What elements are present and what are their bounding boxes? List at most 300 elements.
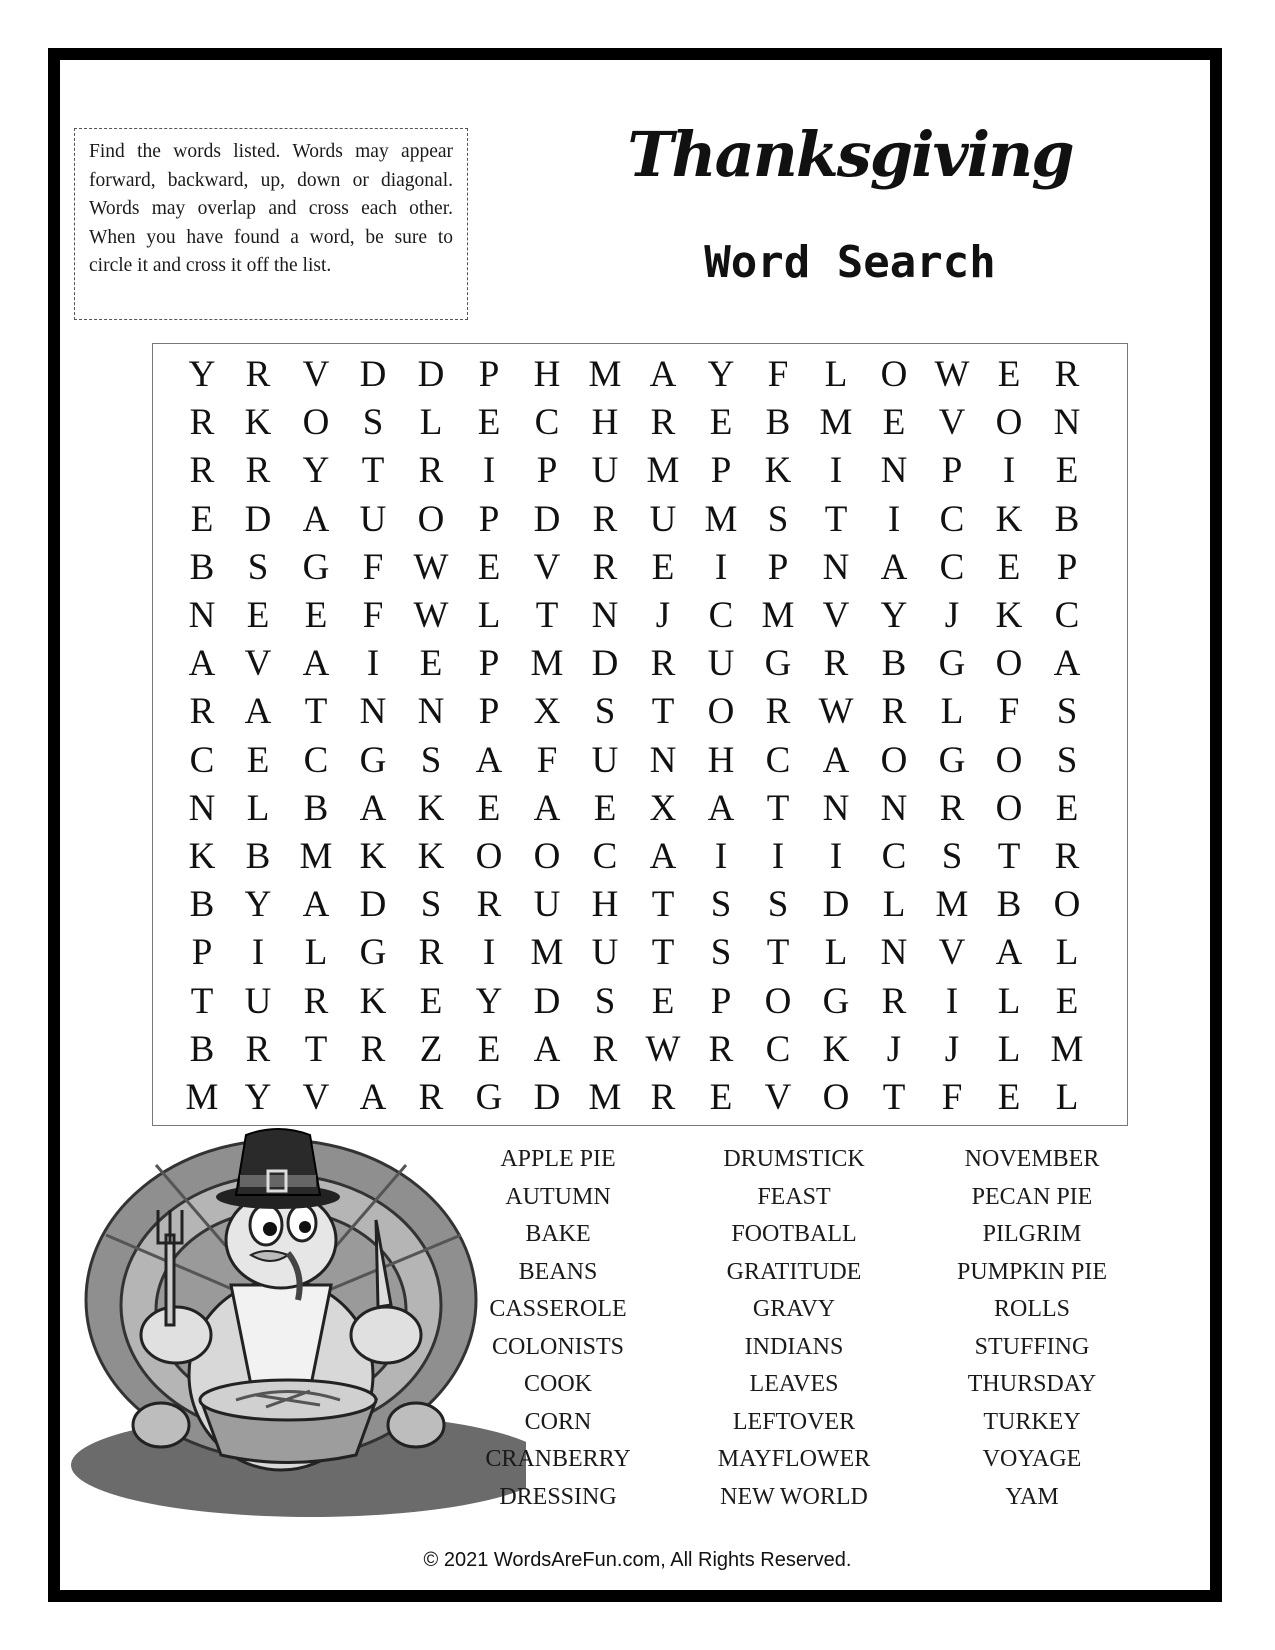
grid-letter: G: [475, 1077, 503, 1118]
grid-letter: A: [359, 1077, 387, 1118]
grid-letter: I: [366, 643, 380, 685]
grid-row: [153, 640, 1129, 688]
grid-letter: L: [1055, 1077, 1079, 1118]
grid-letter: O: [764, 980, 792, 1022]
grid-letter: E: [651, 980, 675, 1022]
grid-letter: C: [765, 1028, 791, 1070]
grid-letter: Y: [244, 1077, 272, 1118]
right-wing: [351, 1307, 421, 1363]
grid-letter: W: [413, 595, 449, 636]
word-list-item: CASSEROLE: [489, 1296, 627, 1322]
grid-letter: E: [419, 980, 443, 1022]
grid-letter: A: [1053, 643, 1081, 685]
page-title: Thanksgiving: [627, 118, 1073, 191]
word-list-item: PUMPKIN PIE: [956, 1258, 1108, 1285]
grid-letter: P: [478, 354, 500, 395]
grid-letter: A: [533, 787, 561, 829]
grid-letter: X: [649, 787, 677, 829]
grid-letter: T: [190, 980, 214, 1022]
grid-letter: E: [593, 787, 617, 829]
grid-letter: R: [650, 643, 676, 685]
grid-letter: M: [1050, 1028, 1084, 1070]
word-list-item: CORN: [524, 1408, 592, 1435]
word-list-item: BAKE: [525, 1221, 591, 1247]
grid-letter: W: [934, 354, 970, 395]
word-list-item: YAM: [1005, 1483, 1059, 1510]
grid-letter: B: [189, 1028, 215, 1070]
left-wing: [141, 1307, 211, 1363]
grid-letter: I: [714, 546, 728, 588]
grid-letter: P: [710, 450, 732, 492]
grid-letter: B: [189, 884, 215, 926]
grid-letter: R: [650, 1077, 676, 1118]
grid-letter: O: [707, 691, 735, 733]
grid-letter: H: [591, 402, 619, 444]
grid-letter: J: [944, 595, 960, 636]
grid-letter: O: [880, 739, 908, 781]
grid-letter: K: [995, 595, 1023, 636]
grid-letter: E: [477, 402, 501, 444]
grid-letter: M: [646, 450, 680, 492]
grid-letter: M: [935, 884, 969, 926]
grid-letter: B: [996, 884, 1022, 926]
grid-letter: G: [764, 643, 792, 685]
grid-letter: L: [997, 980, 1021, 1022]
word-list-item: NOVEMBER: [964, 1146, 1100, 1172]
grid-letter: O: [995, 643, 1023, 685]
grid-letter: L: [477, 595, 501, 636]
grid-letter: R: [708, 1028, 734, 1070]
grid-letter: O: [995, 402, 1023, 444]
grid-letter: E: [997, 1077, 1021, 1118]
grid-letter: M: [819, 402, 853, 444]
grid-letter: S: [594, 691, 616, 733]
grid-letter: H: [533, 354, 561, 395]
grid-letter: I: [945, 980, 959, 1022]
grid-letter: R: [245, 1028, 271, 1070]
grid-letter: T: [304, 691, 328, 733]
page-subtitle: Word Search: [704, 237, 996, 288]
grid-letter: A: [302, 884, 330, 926]
grid-letter: D: [591, 643, 619, 685]
grid-letter: T: [766, 787, 790, 829]
grid-letter: L: [824, 932, 848, 974]
grid-letter: N: [1053, 402, 1081, 444]
grid-letter: C: [1054, 595, 1080, 636]
grid-letter: V: [244, 643, 272, 685]
grid-letter: O: [475, 836, 503, 877]
grid-letter: N: [188, 787, 216, 829]
grid-letter: N: [188, 595, 216, 636]
grid-letter: S: [1056, 739, 1078, 781]
grid-row: [153, 929, 1129, 977]
grid-letter: E: [304, 595, 328, 636]
grid-letter: U: [359, 498, 387, 540]
grid-letter: C: [939, 546, 965, 588]
grid-letter: N: [822, 546, 850, 588]
grid-letter: A: [244, 691, 272, 733]
grid-letter: T: [651, 884, 675, 926]
grid-letter: A: [359, 787, 387, 829]
grid-letter: N: [880, 450, 908, 492]
grid-letter: Y: [244, 884, 272, 926]
grid-letter: T: [304, 1028, 328, 1070]
grid-letter: N: [880, 787, 908, 829]
grid-letter: I: [771, 836, 785, 877]
grid-letter: J: [655, 595, 671, 636]
grid-letter: F: [998, 691, 1020, 733]
word-list-item: COOK: [523, 1371, 592, 1397]
grid-letter: N: [591, 595, 619, 636]
grid-letter: R: [881, 691, 907, 733]
grid-letter: M: [530, 932, 564, 974]
grid-letter: U: [244, 980, 272, 1022]
grid-letter: R: [189, 402, 215, 444]
grid-letter: Z: [419, 1028, 443, 1070]
word-list-item: CRANBERRY: [485, 1446, 631, 1472]
word-list-item: FEAST: [757, 1183, 831, 1210]
word-list-item: THURSDAY: [967, 1371, 1097, 1397]
grid-letter: L: [1055, 932, 1079, 974]
grid-row: [153, 496, 1129, 544]
grid-letter: T: [766, 932, 790, 974]
word-list-item: GRATITUDE: [726, 1258, 862, 1285]
grid-letter: C: [303, 739, 329, 781]
grid-letter: L: [997, 1028, 1021, 1070]
grid-letter: B: [189, 546, 215, 588]
grid-letter: G: [359, 932, 387, 974]
grid-letter: E: [651, 546, 675, 588]
grid-letter: A: [649, 354, 677, 395]
grid-letter: U: [591, 739, 619, 781]
grid-letter: E: [419, 643, 443, 685]
grid-letter: R: [418, 1077, 444, 1118]
grid-letter: G: [822, 980, 850, 1022]
grid-letter: I: [829, 836, 843, 877]
grid-letter: P: [710, 980, 732, 1022]
grid-row: [153, 351, 1129, 399]
grid-letter: C: [765, 739, 791, 781]
grid-letter: P: [767, 546, 789, 588]
grid-letter: E: [477, 1028, 501, 1070]
grid-letter: Y: [475, 980, 503, 1022]
grid-letter: R: [939, 787, 965, 829]
word-list-column-1: [428, 1141, 688, 1516]
grid-row: [153, 1074, 1129, 1122]
grid-letter: A: [995, 932, 1023, 974]
grid-letter: R: [1054, 354, 1080, 395]
grid-letter: I: [482, 450, 496, 492]
grid-letter: V: [533, 546, 561, 588]
grid-letter: K: [417, 836, 445, 877]
grid-letter: S: [420, 739, 442, 781]
grid-letter: R: [881, 980, 907, 1022]
grid-letter: T: [824, 498, 848, 540]
grid-letter: U: [591, 450, 619, 492]
word-list-item: AUTUMN: [505, 1183, 611, 1210]
grid-letter: R: [418, 932, 444, 974]
grid-letter: S: [941, 836, 963, 877]
grid-letter: K: [764, 450, 792, 492]
grid-letter: Y: [880, 595, 908, 636]
grid-letter: S: [767, 498, 789, 540]
grid-letter: S: [710, 884, 732, 926]
grid-letter: F: [941, 1077, 963, 1118]
grid-letter: R: [592, 546, 618, 588]
grid-letter: M: [530, 643, 564, 685]
grid-letter: U: [707, 643, 735, 685]
grid-letter: K: [995, 498, 1023, 540]
grid-letter: N: [880, 932, 908, 974]
grid-row: [153, 592, 1129, 640]
grid-letter: R: [189, 691, 215, 733]
left-foot: [133, 1403, 189, 1447]
grid-letter: O: [995, 739, 1023, 781]
grid-letter: V: [302, 354, 330, 395]
grid-letter: P: [536, 450, 558, 492]
grid-letter: N: [822, 787, 850, 829]
grid-letter: U: [591, 932, 619, 974]
word-list-item: TURKEY: [983, 1408, 1081, 1435]
grid-letter: P: [941, 450, 963, 492]
grid-row: [153, 833, 1129, 881]
grid-letter: V: [822, 595, 850, 636]
grid-letter: T: [651, 691, 675, 733]
grid-letter: P: [1056, 546, 1078, 588]
grid-letter: D: [417, 354, 445, 395]
grid-letter: E: [882, 402, 906, 444]
grid-letter: A: [302, 498, 330, 540]
grid-letter: M: [761, 595, 795, 636]
grid-letter: K: [188, 836, 216, 877]
grid-letter: J: [886, 1028, 902, 1070]
grid-letter: N: [359, 691, 387, 733]
grid-letter: K: [244, 402, 272, 444]
grid-letter: C: [189, 739, 215, 781]
grid-letter: M: [704, 498, 738, 540]
grid-letter: L: [824, 354, 848, 395]
grid-letter: I: [829, 450, 843, 492]
grid-letter: V: [302, 1077, 330, 1118]
copyright-notice: © 2021 WordsAreFun.com, All Rights Reserved.: [423, 1549, 852, 1571]
grid-letter: L: [940, 691, 964, 733]
grid-letter: P: [478, 643, 500, 685]
grid-row: [153, 399, 1129, 447]
grid-letter: S: [362, 402, 384, 444]
grid-letter: D: [244, 498, 272, 540]
grid-letter: I: [482, 932, 496, 974]
grid-letter: O: [302, 402, 330, 444]
grid-letter: R: [303, 980, 329, 1022]
grid-letter: O: [533, 836, 561, 877]
grid-letter: B: [245, 836, 271, 877]
grid-letter: A: [649, 836, 677, 877]
word-list-item: VOYAGE: [982, 1446, 1082, 1472]
grid-row: [153, 447, 1129, 495]
grid-letter: D: [533, 498, 561, 540]
grid-letter: D: [533, 980, 561, 1022]
grid-letter: Y: [188, 354, 216, 395]
grid-letter: L: [246, 787, 270, 829]
grid-letter: I: [1002, 450, 1016, 492]
grid-letter: P: [478, 498, 500, 540]
grid-letter: O: [995, 787, 1023, 829]
word-list-item: COLONISTS: [491, 1333, 624, 1360]
grid-letter: O: [822, 1077, 850, 1118]
grid-letter: G: [938, 739, 966, 781]
grid-letter: S: [710, 932, 732, 974]
word-list-item: DRESSING: [499, 1483, 617, 1510]
grid-letter: D: [533, 1077, 561, 1118]
grid-letter: S: [594, 980, 616, 1022]
grid-letter: E: [709, 1077, 733, 1118]
grid-letter: F: [362, 546, 384, 588]
grid-letter: S: [1056, 691, 1078, 733]
word-list-item: PILGRIM: [982, 1221, 1082, 1247]
grid-letter: I: [251, 932, 265, 974]
word-list-item: NEW WORLD: [720, 1483, 868, 1510]
grid-letter: O: [880, 354, 908, 395]
grid-letter: R: [245, 450, 271, 492]
grid-letter: X: [533, 691, 561, 733]
grid-letter: D: [822, 884, 850, 926]
grid-letter: D: [359, 884, 387, 926]
grid-letter: K: [417, 787, 445, 829]
grid-letter: O: [417, 498, 445, 540]
grid-letter: E: [246, 595, 270, 636]
grid-letter: H: [707, 739, 735, 781]
grid-letter: R: [650, 402, 676, 444]
grid-letter: C: [881, 836, 907, 877]
word-list-item: MAYFLOWER: [717, 1446, 871, 1472]
word-list-column-2: [664, 1141, 924, 1516]
grid-row: [153, 785, 1129, 833]
grid-letter: R: [476, 884, 502, 926]
grid-letter: E: [1055, 787, 1079, 829]
grid-row: [153, 688, 1129, 736]
grid-letter: E: [190, 498, 214, 540]
grid-letter: W: [818, 691, 854, 733]
grid-letter: T: [651, 932, 675, 974]
word-list-item: APPLE PIE: [500, 1146, 616, 1172]
word-list-item: GRAVY: [752, 1296, 836, 1322]
grid-letter: A: [475, 739, 503, 781]
grid-letter: R: [592, 498, 618, 540]
grid-letter: D: [359, 354, 387, 395]
grid-letter: M: [299, 836, 333, 877]
grid-letter: O: [1053, 884, 1081, 926]
grid-letter: B: [765, 402, 791, 444]
grid-letter: R: [765, 691, 791, 733]
grid-letter: W: [413, 546, 449, 588]
word-list-item: INDIANS: [744, 1333, 844, 1360]
grid-letter: M: [185, 1077, 219, 1118]
grid-letter: M: [588, 354, 622, 395]
grid-letter: F: [767, 354, 789, 395]
grid-letter: A: [822, 739, 850, 781]
word-list-item: LEFTOVER: [732, 1408, 856, 1435]
grid-letter: C: [534, 402, 560, 444]
grid-letter: S: [247, 546, 269, 588]
grid-letter: C: [592, 836, 618, 877]
grid-letter: C: [708, 595, 734, 636]
grid-letter: T: [361, 450, 385, 492]
grid-letter: F: [362, 595, 384, 636]
grid-letter: V: [764, 1077, 792, 1118]
grid-letter: R: [360, 1028, 386, 1070]
grid-letter: A: [707, 787, 735, 829]
grid-letter: L: [419, 402, 443, 444]
instructions-box: Find the words listed. Words may appear forward, backward, up, down or diagonal. Words may overlap and cross each other. When you have found a word, be sure to circle it and cross it off the list.: [74, 128, 468, 320]
grid-letter: E: [477, 546, 501, 588]
grid-letter: E: [246, 739, 270, 781]
word-list-item: PECAN PIE: [971, 1183, 1093, 1210]
grid-letter: K: [359, 980, 387, 1022]
grid-letter: F: [536, 739, 558, 781]
letter-grid: [152, 343, 1128, 1126]
grid-letter: J: [944, 1028, 960, 1070]
grid-letter: I: [714, 836, 728, 877]
grid-letter: H: [591, 884, 619, 926]
grid-letter: T: [535, 595, 559, 636]
grid-letter: A: [880, 546, 908, 588]
grid-letter: E: [997, 546, 1021, 588]
grid-letter: K: [822, 1028, 850, 1070]
grid-letter: S: [420, 884, 442, 926]
grid-letter: N: [417, 691, 445, 733]
grid-letter: L: [882, 884, 906, 926]
word-list-item: LEAVES: [749, 1371, 839, 1397]
grid-letter: A: [533, 1028, 561, 1070]
grid-letter: A: [188, 643, 216, 685]
grid-letter: N: [649, 739, 677, 781]
grid-letter: C: [939, 498, 965, 540]
grid-letter: U: [649, 498, 677, 540]
grid-letter: E: [997, 354, 1021, 395]
grid-letter: R: [1054, 836, 1080, 877]
grid-row: [153, 544, 1129, 592]
grid-letter: P: [478, 691, 500, 733]
grid-letter: S: [767, 884, 789, 926]
grid-letter: R: [189, 450, 215, 492]
word-list-item: BEANS: [518, 1258, 598, 1285]
grid-letter: Y: [302, 450, 330, 492]
word-list-item: DRUMSTICK: [723, 1146, 865, 1172]
word-list-item: FOOTBALL: [731, 1221, 857, 1247]
grid-row: [153, 881, 1129, 929]
grid-row: [153, 737, 1129, 785]
word-list-item: ROLLS: [993, 1296, 1070, 1322]
grid-letter: T: [997, 836, 1021, 877]
word-list-column-3: [902, 1141, 1162, 1516]
grid-row: [153, 1026, 1129, 1074]
grid-row: [153, 978, 1129, 1026]
word-list-item: STUFFING: [974, 1333, 1090, 1360]
grid-letter: L: [304, 932, 328, 974]
grid-letter: E: [477, 787, 501, 829]
grid-letter: M: [588, 1077, 622, 1118]
grid-letter: P: [191, 932, 213, 974]
grid-letter: R: [418, 450, 444, 492]
grid-letter: T: [882, 1077, 906, 1118]
grid-letter: W: [645, 1028, 681, 1070]
grid-letter: R: [823, 643, 849, 685]
grid-letter: B: [303, 787, 329, 829]
grid-letter: G: [302, 546, 330, 588]
grid-letter: E: [1055, 980, 1079, 1022]
grid-letter: I: [887, 498, 901, 540]
grid-letter: B: [1054, 498, 1080, 540]
